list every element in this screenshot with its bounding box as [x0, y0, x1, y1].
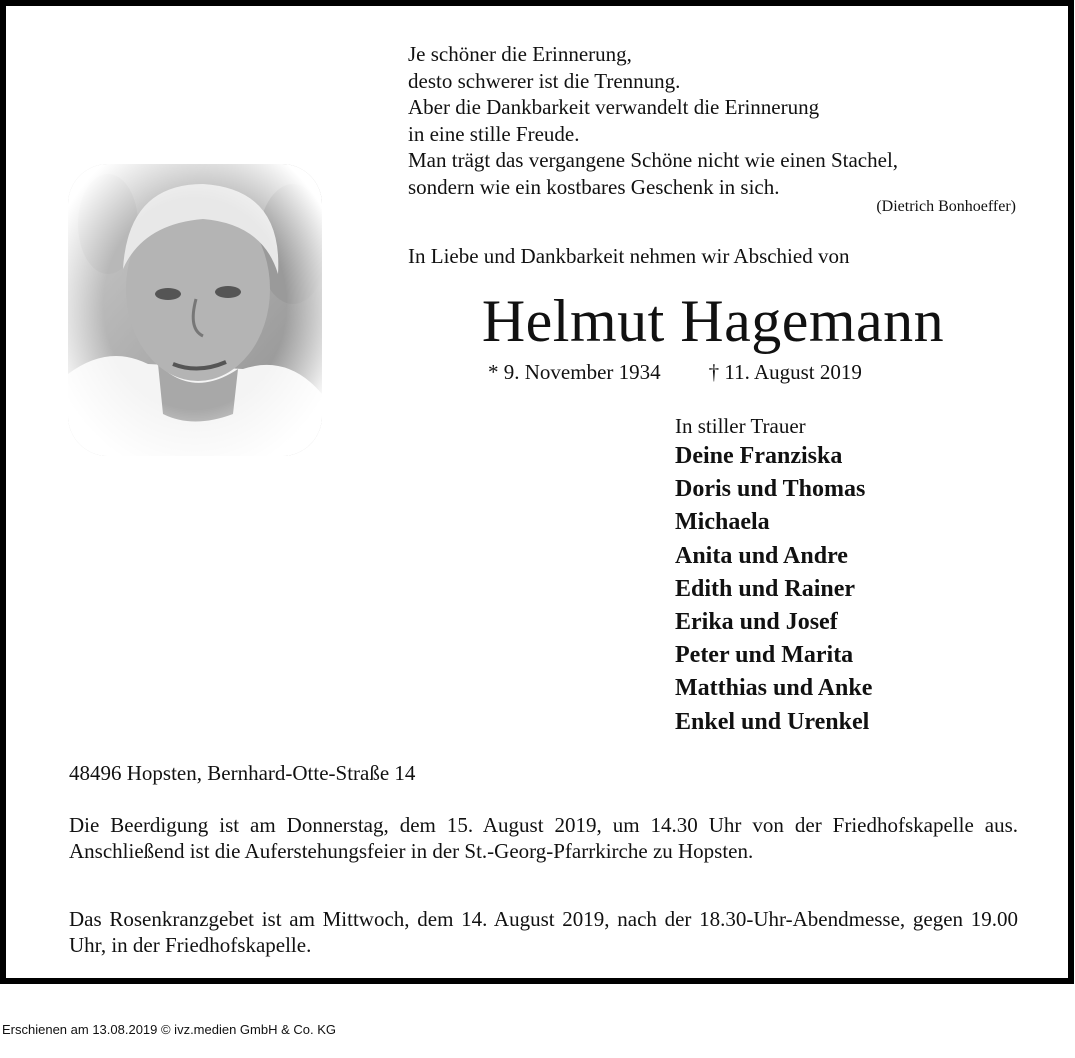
address: 48496 Hopsten, Bernhard-Otte-Straße 14: [69, 761, 416, 785]
poem-attribution: (Dietrich Bonhoeffer): [876, 198, 1016, 215]
poem-line: Man trägt das vergangene Schöne nicht wie einen Stachel,: [408, 148, 899, 172]
farewell-intro: In Liebe und Dankbarkeit nehmen wir Abschied von: [408, 244, 850, 268]
death-date: † 11. August 2019: [708, 360, 862, 384]
poem-line: desto schwerer ist die Trennung.: [408, 68, 681, 93]
publication-footer: Erschienen am 13.08.2019 © ivz.medien GmbH & Co. KG: [2, 1022, 337, 1037]
poem-line: Aber die Dankbarkeit verwandelt die Erinnerung: [408, 95, 820, 119]
life-dates: [488, 360, 862, 385]
mourner-name: Matthias und Anke: [675, 675, 873, 702]
poem: [408, 41, 1018, 200]
rosary-details: Das Rosenkranzgebet ist am Mittwoch, dem 14. August 2019, nach der 18.30-Uhr-Abendmesse, gegen 19.00 Uhr, in der Friedhofskapelle.: [69, 907, 1018, 957]
mourner-name: Deine Franziska: [675, 443, 843, 469]
mourner-name: Doris und Thomas: [675, 476, 866, 503]
mourners-list: [675, 412, 872, 739]
deceased-name: Helmut Hagemann: [481, 288, 945, 354]
mourners-intro: In stiller Trauer: [675, 414, 806, 438]
poem-line: in eine stille Freude.: [408, 121, 580, 146]
mourner-name: Michaela: [675, 509, 770, 536]
mourner-name: Anita und Andre: [675, 542, 848, 569]
mourner-name: Peter und Marita: [675, 642, 854, 669]
mourner-name: Edith und Rainer: [675, 575, 856, 602]
poem-line: Je schöner die Erinnerung,: [408, 42, 632, 66]
birth-date: * 9. November 1934: [488, 360, 661, 384]
mourner-name: Enkel und Urenkel: [675, 708, 870, 735]
mourner-name: Erika und Josef: [675, 609, 838, 636]
funeral-details: Die Beerdigung ist am Donnerstag, dem 15. August 2019, um 14.30 Uhr von der Friedhofskapelle aus. Anschließend ist die Auferstehungsfeier in der St.-Georg-Pfarrkirche zu Hopsten.: [69, 813, 1018, 863]
portrait-photo: [68, 164, 322, 456]
poem-line: sondern wie ein kostbares Geschenk in sich.: [408, 174, 780, 199]
